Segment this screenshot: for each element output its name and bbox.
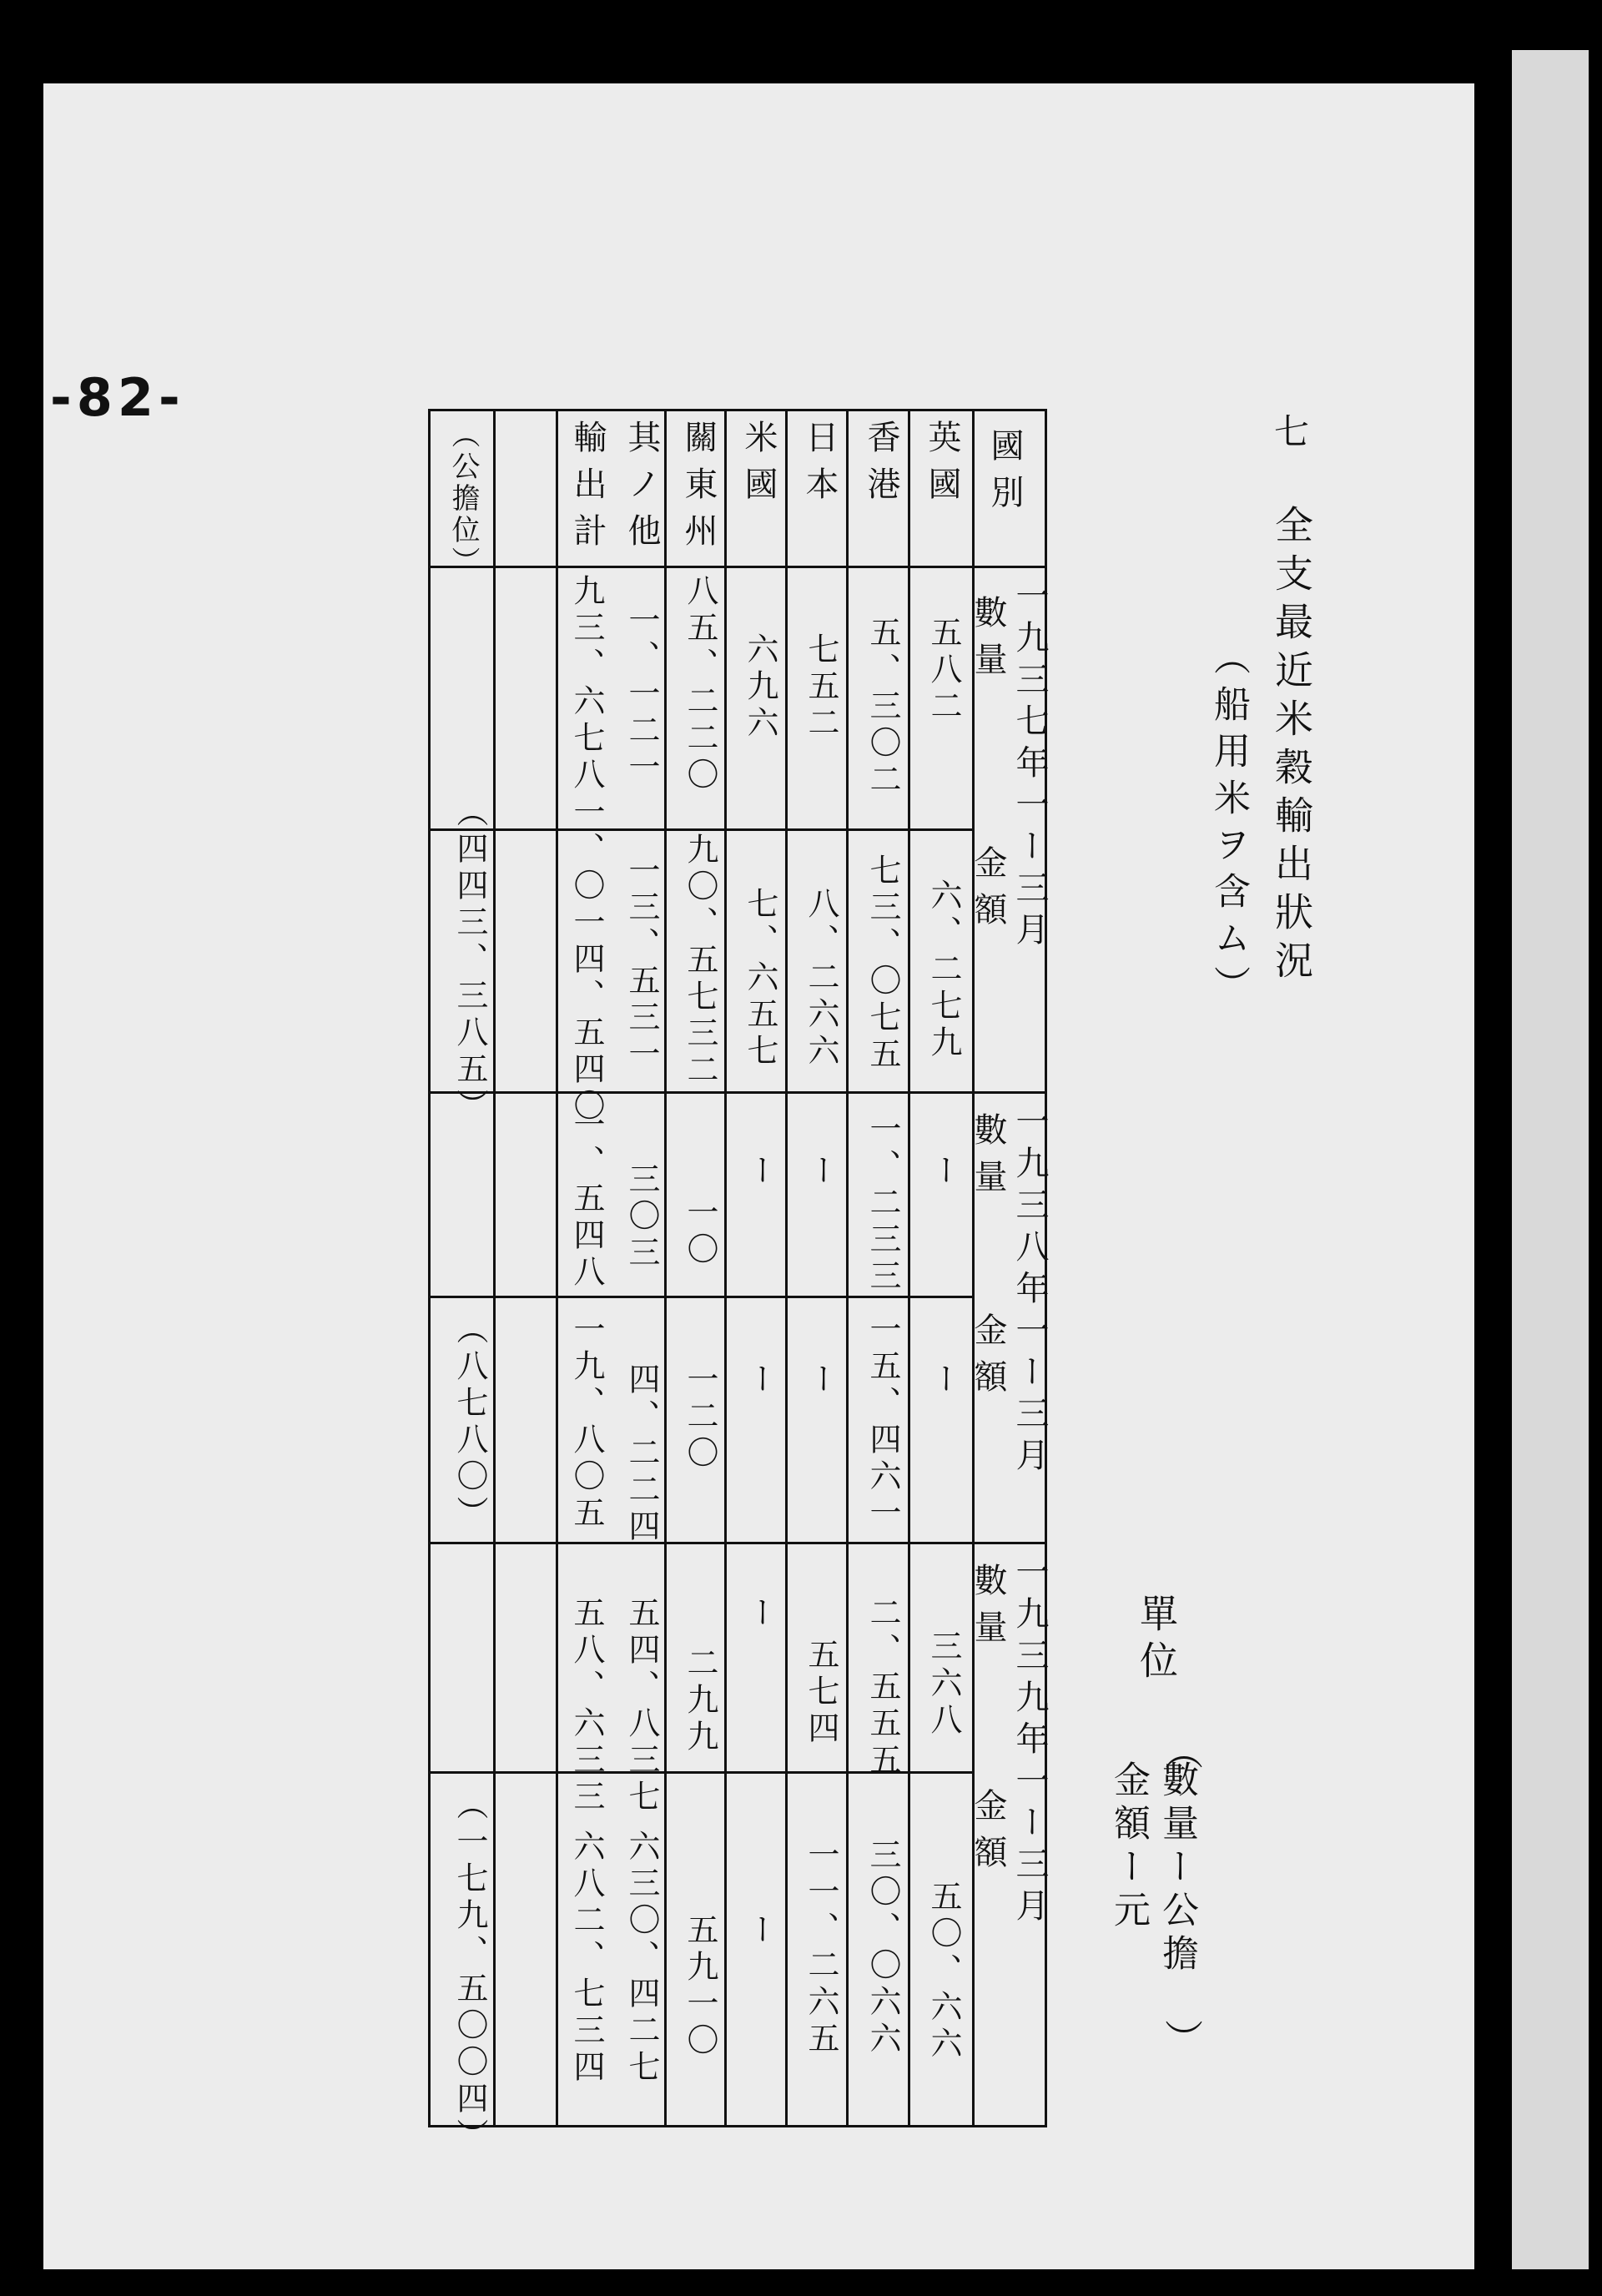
period-1938-quantity-label: 數量 [969, 1112, 1007, 1206]
cell-total-1939-qty: 五八、六三三 [568, 1596, 605, 1816]
unit-close-paren: ） [1159, 2019, 1204, 2061]
cell-jp-1937-qty: 七五二 [803, 632, 839, 743]
cell-us-1938-amt: ー [742, 1362, 778, 1399]
cell-uk-1939-qty: 三六八 [925, 1629, 962, 1740]
cell-kwantung-1938-amt: 一二〇 [682, 1362, 718, 1473]
col-divider [908, 411, 910, 2125]
cell-other-1937-amt: 一三、五三一 [623, 853, 660, 1074]
cell-other-1938-qty: 三〇三 [623, 1162, 660, 1272]
rice-export-table [428, 409, 1049, 2155]
cell-kwantung-1937-qty: 八五、二二〇 [682, 574, 718, 794]
country-label: 米國 [739, 420, 778, 513]
country-label: 香港 [862, 420, 900, 513]
footer-1939-amt: （一七九、五〇〇四） [451, 1788, 488, 2155]
cell-hk-1939-qty: 二、五五五 [864, 1596, 901, 1780]
period-1939: 一九三九年一ー三月 [1010, 1554, 1049, 1930]
cell-total-1937-qty: 九三、六七八 [568, 574, 605, 794]
col-divider [493, 411, 496, 2125]
cell-kwantung-1939-qty: 二九九 [682, 1646, 718, 1756]
footer-1938-amt: （八七八〇） [451, 1312, 488, 1533]
period-1937-amount-label: 金額 [969, 845, 1007, 939]
period-1937: 一九三七年一ー三月 [1010, 578, 1049, 954]
header-country: 國別 [985, 428, 1024, 521]
period-1937-quantity-label: 數量 [969, 595, 1007, 688]
cell-total-1937-amt: 一、〇一四、五四〇 [568, 795, 605, 1125]
period-1939-quantity-label: 數量 [969, 1563, 1007, 1656]
unit-amount: 金額ー元 [1107, 1760, 1150, 1934]
cell-hk-1938-qty: 一、二三三 [864, 1112, 901, 1296]
row-divider [431, 1542, 1047, 1544]
cell-total-1939-amt: 六八二、七三四 [568, 1830, 605, 2087]
col-divider [724, 411, 727, 2125]
footer-label: （公擔位） [446, 420, 480, 578]
row-divider [431, 566, 1047, 568]
footer-1937-amt: （四四三、三八五） [451, 795, 488, 1125]
period-1938-amount-label: 金額 [969, 1312, 1007, 1406]
cell-uk-1938-qty: ー [925, 1154, 962, 1191]
cell-jp-1938-amt: ー [803, 1362, 839, 1399]
adjacent-page-edge [1512, 50, 1589, 2269]
cell-jp-1937-amt: 八、二六六 [803, 887, 839, 1070]
country-label: 日本 [800, 420, 839, 513]
cell-us-1937-qty: 六九六 [742, 632, 778, 743]
document-title: 全支最近米穀輸出狀況 [1269, 505, 1314, 989]
cell-total-1938-qty: 一、五四八 [568, 1108, 605, 1292]
cell-kwantung-1937-amt: 九〇、五七三二 [682, 833, 718, 1090]
cell-uk-1937-qty: 五八二 [925, 616, 962, 726]
cell-kwantung-1938-qty: 一〇 [682, 1196, 718, 1269]
col-divider [556, 411, 558, 2125]
cell-hk-1938-amt: 一五、四六一 [864, 1312, 901, 1533]
period-1938: 一九三八年一ー三月 [1010, 1104, 1049, 1479]
col-divider [846, 411, 849, 2125]
section-number: 七 [1269, 413, 1310, 451]
cell-hk-1939-amt: 三〇、〇六六 [864, 1838, 901, 2058]
sub-divider [431, 828, 973, 831]
country-label: 關東州 [679, 420, 718, 560]
cell-jp-1938-qty: ー [803, 1154, 839, 1191]
cell-us-1939-qty: ー [742, 1596, 778, 1633]
cell-uk-1938-amt: ー [925, 1362, 962, 1399]
cell-other-1939-amt: 六三〇、四二七 [623, 1830, 660, 2087]
country-label: 英國 [923, 420, 961, 513]
cell-uk-1939-amt: 五〇、六六 [925, 1880, 962, 2063]
cell-jp-1939-amt: 一一、二六五 [803, 1838, 839, 2058]
row-divider [431, 1091, 1047, 1094]
cell-other-1939-qty: 五四、八三七 [623, 1596, 660, 1816]
cell-jp-1939-qty: 五七四 [803, 1638, 839, 1748]
page-number: -82- [50, 367, 185, 428]
country-label: 輸出計 [568, 420, 607, 560]
cell-hk-1937-amt: 七三、〇七五 [864, 853, 901, 1074]
cell-kwantung-1939-amt: 五九一〇 [682, 1913, 718, 2060]
unit-label: 單位 [1134, 1594, 1179, 1687]
cell-us-1937-amt: 七、六五七 [742, 887, 778, 1070]
country-label: 其ノ他 [622, 420, 661, 560]
cell-other-1938-amt: 四、二二四 [623, 1362, 660, 1546]
cell-total-1938-amt: 一九、八〇五 [568, 1312, 605, 1533]
cell-us-1938-qty: ー [742, 1154, 778, 1191]
document-subtitle: （船用米ヲ含ム） [1207, 638, 1250, 1012]
cell-hk-1937-qty: 五、三〇二 [864, 616, 901, 799]
unit-open-paren: （ [1159, 1731, 1204, 1773]
sub-divider [431, 1296, 973, 1298]
col-divider [785, 411, 788, 2125]
period-1939-amount-label: 金額 [969, 1788, 1007, 1881]
cell-uk-1937-amt: 六、二七九 [925, 879, 962, 1062]
cell-us-1939-amt: ー [742, 1913, 778, 1950]
cell-other-1937-qty: 一、一二一 [623, 603, 660, 787]
unit-quantity: 數量ー公擔 [1156, 1760, 1198, 1977]
